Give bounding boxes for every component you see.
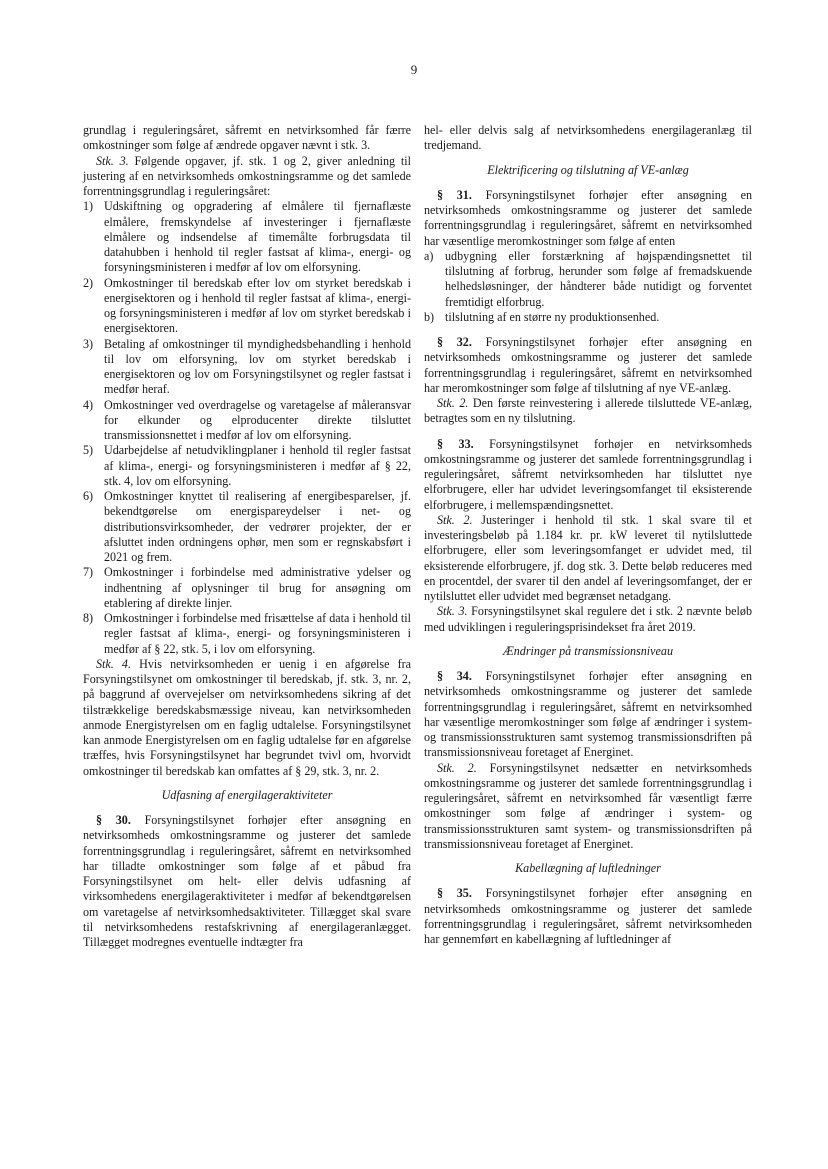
list-item-text: udbygning eller forstærkning af højspændingsnettet til tilslutning af forbrug, herunder som følge af fremadskuende helhedsløsninger, der håndterer både nutidigt og forventet fremtidigt elforbrug. bbox=[445, 248, 752, 309]
list-item-number: b) bbox=[424, 309, 435, 324]
list-item-text: Omkostninger i forbindelse med frisættelse af data i henhold til regler fastsat af klima-, energi- og forsyningsministeren i medfør af § 22, stk. 5, i lov om elforsyning. bbox=[104, 611, 411, 656]
paragraph-stk4 bbox=[83, 657, 411, 779]
section-label: § 30. bbox=[96, 813, 131, 827]
list-item-text: Omkostninger i forbindelse med administrative ydelser og indhentning af oplysninger til brug for ansøgning om etablering af direkte linjer. bbox=[104, 565, 411, 610]
section-heading: Kabellægning af luftledninger bbox=[515, 861, 661, 875]
stk-label: Stk. 3. bbox=[437, 604, 468, 619]
list-item bbox=[83, 337, 411, 398]
section-text: Forsyningstilsynet forhøjer en netvirksomheds omkostningsramme og justerer det samlede forrentningsgrundlag i reguleringsåret, såfremt netvirksomheden har tilsluttet nye elforbrugere, eller har udvidet leveringsomfanget til eksisterende elforbrugere, i mellemspændingsnettet. bbox=[424, 436, 752, 512]
section-text: Forsyningstilsynet forhøjer efter ansøgning en netvirksomheds omkostningsramme og justerer det samlede forrentningsgrundlag i reguleringsåret, såfremt en netvirksomhed har væsentlige meromkostninger som følge af enten bbox=[424, 187, 753, 248]
section-text: Forsyningstilsynet forhøjer efter ansøgning en netvirksomheds omkostningsramme og justerer det samlede forrentningsgrundlag i reguleringsåret, såfremt netvirksomheden har gennemført en kabellægning af luftledninger af bbox=[424, 886, 753, 946]
section-label: § 32. bbox=[437, 335, 472, 349]
list-item-text: Omkostninger knyttet til realisering af energibesparelser, jf. bekendtgørelse om energispareydelser i net- og distributionsvirksomheder, der vedrører projekter, der er afsluttet inden ordningens ophør, men som er regnskabsført i 2021 og frem. bbox=[104, 489, 411, 564]
list-item-number: 2) bbox=[83, 275, 94, 290]
list-item bbox=[83, 398, 411, 444]
list-item bbox=[83, 489, 411, 565]
paragraph-section-33-stk3 bbox=[424, 604, 752, 635]
list-item-text: Betaling af omkostninger til myndighedsbehandling i henhold til lov om elforsyning, lov om styrket beredskab i energisektoren og lov om Forsyningstilsynet og regler fastsat i medfør heraf. bbox=[104, 336, 411, 397]
paragraph-section-30 bbox=[83, 813, 411, 950]
paragraph-intro: grundlag i reguleringsåret, såfremt en netvirksomhed får færre omkostninger som følge af ændrede opgaver nævnt i stk. 3. bbox=[83, 123, 411, 153]
section-text: Forsyningstilsynet forhøjer efter ansøgning en netvirksomheds omkostningsramme og justerer det samlede forrentningsgrundlag i reguleringsåret, såfremt en netvirksomhed har meromkostninger som følge af tilslutning af nye VE-anlæg. bbox=[424, 335, 753, 395]
section-text: Forsyningstilsynet forhøjer efter ansøgning en netvirksomheds omkostningsramme og justerer det samlede forrentningsgrundlag i reguleringsåret, såfremt en netvirksomhed har væsentlige meromkostninger som følge af ændringer i system- og transmissionsstrukturen samt systemog transmissionsdriften på transmissionsniveau foretaget af Energinet. bbox=[424, 669, 753, 760]
paragraph-section-33-stk2 bbox=[424, 513, 752, 605]
stk-text: Forsyningstilsynet skal regulere det i stk. 2 nævnte beløb med udviklingen i reguleringsprisindekset fra året 2019. bbox=[424, 604, 752, 634]
list-item-number: 4) bbox=[83, 397, 94, 412]
section-heading: Udfasning af energilageraktiviteter bbox=[161, 787, 333, 802]
list-item-number: 6) bbox=[83, 489, 94, 503]
list-item bbox=[83, 276, 411, 337]
page-number: 9 bbox=[410, 62, 418, 77]
list-item-number: 1) bbox=[83, 199, 94, 214]
list-item bbox=[424, 249, 752, 310]
section-label: § 31. bbox=[437, 187, 472, 202]
list-item bbox=[83, 565, 411, 611]
list-item-text: Udarbejdelse af netudviklingplaner i henhold til regler fastsat af klima-, energi- og forsyningsministeren i medfør af § 22, stk. 4, lov om elforsyning. bbox=[104, 443, 411, 488]
stk-label: Stk. 2. bbox=[437, 760, 477, 775]
list-item bbox=[83, 611, 411, 657]
list-item bbox=[424, 310, 752, 325]
section-label: § 34. bbox=[437, 669, 472, 683]
list-item-text: Omkostninger til beredskab efter lov om styrket beredskab i energisektoren og i henhold til regler fastsat af klima-, energi- og forsyningsministeren i medfør af lov om styrket beredskab i energisektoren. bbox=[104, 275, 411, 336]
paragraph-section-34 bbox=[424, 669, 752, 761]
stk-label: Stk. 3. bbox=[96, 153, 129, 168]
paragraph-section-31 bbox=[424, 188, 752, 249]
list-item-number: 8) bbox=[83, 611, 94, 625]
stk-label: Stk. 2. bbox=[437, 396, 469, 410]
section-heading: Ændringer på transmissionsniveau bbox=[503, 643, 673, 658]
section-text: Forsyningstilsynet forhøjer efter ansøgning en netvirksomheds omkostningsramme og justerer det samlede forrentningsgrundlag i reguleringsåret, såfremt en netvirksomhed har tilladte omkostninger som følge af et påbud fra Forsyningstilsynet om helt- eller delvis udfasning af virksomhedens energilageraktiviteter i medfør af bekendtgørelsen om varetagelse af netvirksomhedsaktiviteter. Tillægget skal svare til netvirksomhedens restafskrivning af energilageranlægget. Tillægget modregnes eventuelle indtægter fra bbox=[83, 813, 412, 949]
stk-text: Justeringer i henhold til stk. 1 skal svare til et investeringsbeløb på 1.184 kr. pr. kW leveret til nytilsluttede elforbrugere, eller som leveringsomfanget er udvidet med, til eksisterende elforbrugere, jf. dog stk. 3. Dette beløb reduceres med en procentdel, der svarer til den andel af leveringsomfanget, der er nytilsluttet eller udvidet med begrænset netadgang. bbox=[424, 512, 752, 603]
section-label: § 35. bbox=[437, 886, 472, 901]
list-item bbox=[83, 199, 411, 275]
paragraph-section-33 bbox=[424, 437, 752, 513]
stk-text: Den første reinvestering i allerede tilsluttede VE-anlæg, betragtes som en ny tilslutning. bbox=[424, 396, 752, 426]
paragraph-section-32 bbox=[424, 335, 752, 396]
paragraph-section-32-stk2 bbox=[424, 396, 752, 427]
stk-label: Stk. 2. bbox=[437, 512, 473, 527]
right-column bbox=[424, 123, 752, 947]
list-item-number: a) bbox=[424, 248, 434, 263]
list-item-text: tilslutning af en større ny produktionsenhed. bbox=[445, 309, 660, 324]
list-item-text: Omkostninger ved overdragelse og varetagelse af måleransvar for elkunder og elproducenter direkte tilsluttet transmissionsnettet i medfør af lov om elforsyning. bbox=[104, 397, 411, 442]
list-item-number: 3) bbox=[83, 336, 94, 351]
paragraph-continued: hel- eller delvis salg af netvirksomhedens energilageranlæg til tredjemand. bbox=[424, 123, 752, 153]
list-item-number: 7) bbox=[83, 565, 94, 580]
paragraph-section-34-stk2 bbox=[424, 761, 752, 853]
section-heading: Elektrificering og tilslutning af VE-anlæg bbox=[487, 162, 689, 177]
paragraph-section-35 bbox=[424, 886, 752, 947]
list-item-number: 5) bbox=[83, 443, 94, 458]
list-item bbox=[83, 443, 411, 489]
stk-label: Stk. 4. bbox=[96, 656, 132, 671]
section-label: § 33. bbox=[437, 436, 474, 451]
stk-text: Følgende opgaver, jf. stk. 1 og 2, giver anledning til justering af en netvirksomheds omkostningsramme og det samlede forrentningsgrundlag i reguleringsåret: bbox=[83, 153, 411, 198]
stk-text: Forsyningstilsynet nedsætter en netvirksomheds omkostningsramme og justerer det samlede forrentningsgrundlag i reguleringsåret, såfremt en netvirksomhed får væsentligt færre omkostninger som følge af ændringer i system- og transmissionsstrukturen samt system- og transmissionsdriften på transmissionsniveau foretaget af Energinet. bbox=[424, 760, 752, 851]
paragraph-stk3 bbox=[83, 154, 411, 200]
left-column bbox=[83, 123, 411, 950]
list-item-text: Udskiftning og opgradering af elmålere til fjernaflæste elmålere, fremskyndelse af investeringer i fjernaflæste elmålere og indsendelse af timemålte forbrugsdata til datahubben i henhold til regler fastsat af klima-, energi- og forsyningsministeren i medfør af lov om elforsyning. bbox=[104, 199, 411, 275]
stk-text: Hvis netvirksomheden er uenig i en afgørelse fra Forsyningstilsynet om omkostninger til beredskab, jf. stk. 3, nr. 2, på baggrund af overvejelser om netvirksomhedens sikring af det tilstrækkelige beredskabsmæssige niveau, kan netvirksomheden anmode Energistyrelsen om en faglig udtalelse. Forsyningstilsynet kan anmode Energistyrelsen om en faglig udtalelse før en afgørelse træffes, hvis Forsyningstilsynet har begrundet tvivl om, hvorvidt omkostninger til beredskab kan omfattes af § 29, stk. 3, nr. 2. bbox=[83, 656, 411, 778]
